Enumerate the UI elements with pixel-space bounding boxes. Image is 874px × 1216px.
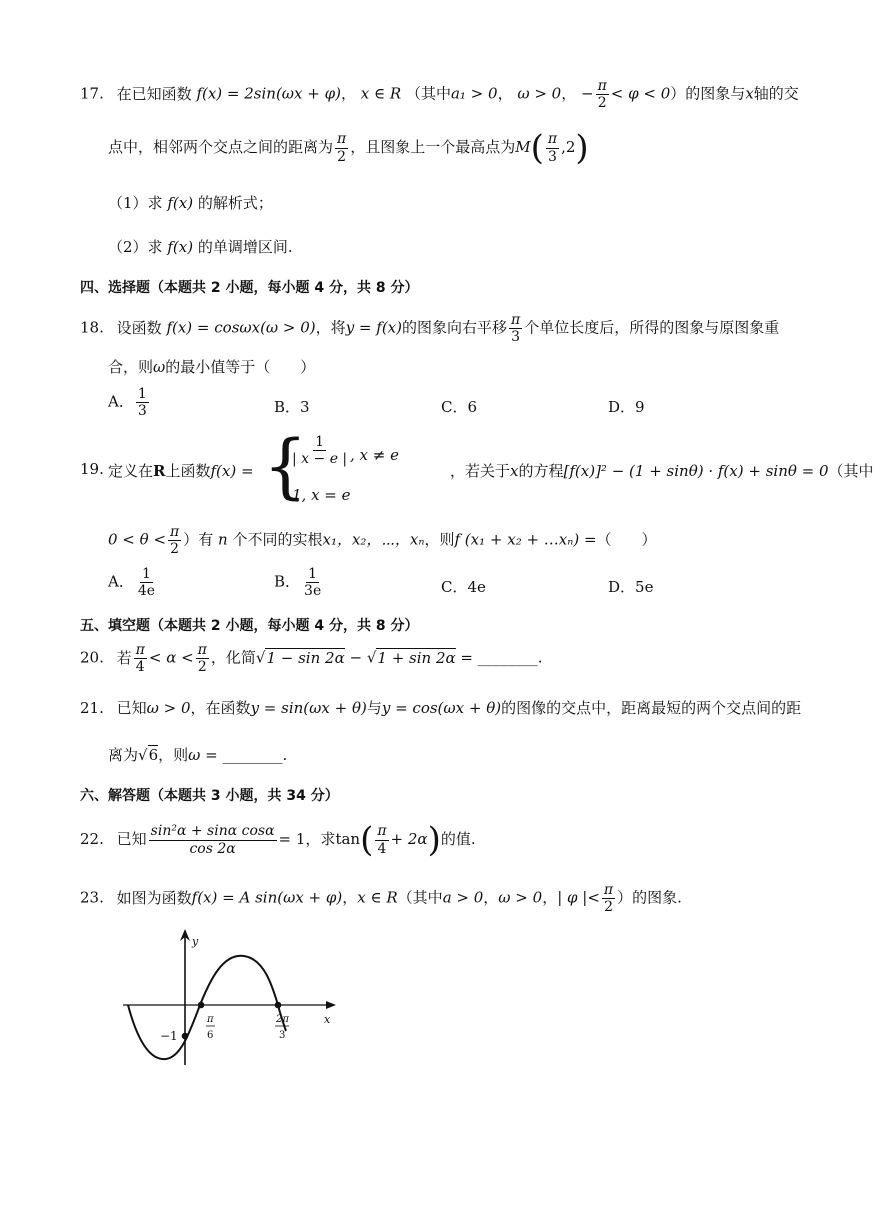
q20-line: 20. 若 $\frac{\pi}{4}$ < α < $\frac{\pi}{2}$ ，化简√1 − sin 2α − √1 + sin 2α = ________.	[80, 642, 543, 676]
label-2pi-3-num: 2π	[276, 1014, 289, 1025]
label-pi-6-num: π	[207, 1014, 214, 1025]
sine-curve	[128, 956, 286, 1059]
q17-sub2: （2）求 f(x) 的单调增区间.	[108, 238, 293, 256]
q18-option-c[interactable]: C．6	[441, 398, 478, 416]
q23-line: 23. 如图为函数f(x) = A sin(ωx + φ)，x ∈ R（其中a > 0，ω > 0，| φ |< $\frac{\pi}{2}$ ）的图象.	[80, 882, 682, 916]
label-minus-one: −1	[160, 1029, 178, 1043]
q17-line1: 17. 在已知函数 f(x) = 2sin(ωx + φ)， x ∈ R （其中a₁ > 0， ω > 0， − $\frac{\pi}{2}$ < φ < 0）的图象与x轴的交	[80, 78, 799, 112]
q23-function-graph	[118, 925, 348, 1075]
section-4-heading: 四、选择题（本题共 2 小题，每小题 4 分，共 8 分）	[80, 280, 419, 296]
q17-line2: 点中，相邻两个交点之间的距离为 $\frac{\pi}{2}$ ，且图象上一个最高点为M( $\frac{\pi}{3}$ ,2)	[108, 128, 589, 168]
label-2pi-3-den: 3	[279, 1030, 286, 1041]
x-axis-arrow	[326, 1001, 336, 1009]
point-2pi-3	[275, 1002, 282, 1009]
q17-frac-pi-2: $\frac{\pi}{2}$	[597, 78, 607, 112]
q17-sub1: （1）求 f(x) 的解析式；	[108, 194, 273, 212]
q19-option-a[interactable]: A． $\frac{1}{4e}$	[108, 566, 156, 600]
q21-line2: 离为√6，则ω = ________.	[108, 746, 288, 764]
x-axis-label: x	[324, 1013, 331, 1026]
q19-line2: 0 < θ < $\frac{\pi}{2}$ ）有 n 个不同的实根x₁，x₂，⋯，xₙ，则f (x₁ + x₂ + …xₙ) =（ ）	[108, 524, 657, 558]
y-axis-label: y	[192, 935, 199, 948]
section-6-heading: 六、解答题（本题共 3 小题，共 34 分）	[80, 788, 339, 804]
q21-line1: 21. 已知ω > 0，在函数y = sin(ωx + θ)与y = cos(ωx + θ)的图像的交点中，距离最短的两个交点间的距	[80, 699, 802, 717]
piecewise-brace: {	[263, 425, 308, 507]
q18-line1: 18. 设函数 f(x) = cosωx(ω > 0)，将y = f(x)的图象向右平移 $\frac{\pi}{3}$ 个单位长度后，所得的图象与原图象重	[80, 312, 780, 346]
q19-option-d[interactable]: D．5e	[608, 578, 654, 596]
q18-option-d[interactable]: D．9	[608, 398, 645, 416]
q22-line: 22. 已知 $\frac{\text{sin²α + sinα cosα}}{\cos 2\alpha}$ = 1，求tan( $\frac{\pi}{4}$ + 2α)的值.	[80, 820, 476, 860]
q18-option-a[interactable]: A． $\frac{1}{3}$	[108, 386, 147, 420]
label-pi-6-den: 6	[207, 1030, 214, 1041]
point-pi-6	[198, 1002, 205, 1009]
q17-number: 17.	[80, 84, 104, 103]
point-y-intercept	[182, 1033, 189, 1040]
section-5-heading: 五、填空题（本题共 2 小题，每小题 4 分，共 8 分）	[80, 618, 419, 634]
q18-line2: 合，则ω的最小值等于（ ）	[108, 358, 316, 376]
q19-option-b[interactable]: B． $\frac{1}{3e}$	[274, 566, 322, 600]
q19-option-c[interactable]: C．4e	[441, 578, 486, 596]
q18-option-b[interactable]: B．3	[274, 398, 310, 416]
